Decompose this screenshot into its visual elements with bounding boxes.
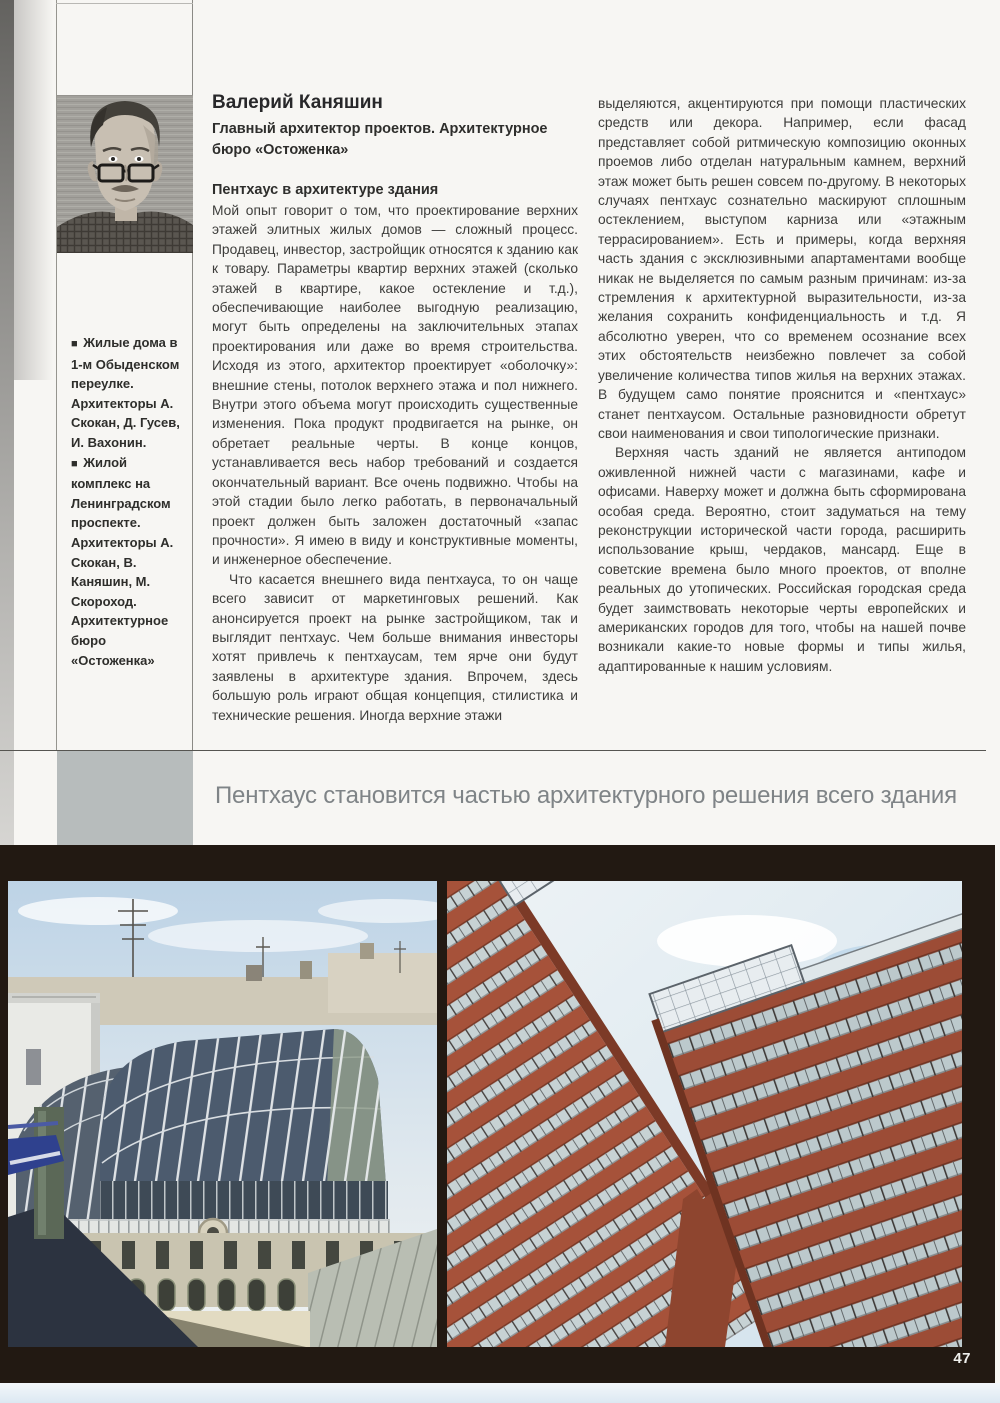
- right-photo-terracotta-towers: [447, 881, 962, 1347]
- square-bullet-icon: ■: [71, 338, 80, 350]
- paragraph: Верхняя часть зданий не является антиподом оживленной нижней части с магазинами, кафе и офисами. Наверху может и должна быть сформирована особая среда. Вероятно, стоит задуматься на тему реконструкции исторической части города, расширить использование крыш, чердаков, мансард. Еще в советские времена было много проектов, от вполне реальных до утопических. Российская городская среда будет заимствовать некоторые черты европейских и американских городов для того, чтобы на нашей почве возникали какие-то новые формы и типы жилья, адаптированные к нашим условиям.: [598, 445, 966, 674]
- scan-edge-shadow: [0, 0, 14, 845]
- page-number: 47: [953, 1350, 971, 1367]
- scan-corner-shadow: [14, 0, 58, 380]
- caption-text: Жилой комплекс на Ленинградском проспекте. Архитекторы А. Скокан, В. Каняшин, М. Скороход. Архитектурное бюро «Остоженка»: [71, 454, 174, 668]
- article-heading: Пентхаус в архитектуре здания: [212, 182, 439, 198]
- left-photo-glass-roof-penthouse: [8, 881, 437, 1347]
- portrait-photo: [57, 95, 193, 253]
- author-title: Главный архитектор проектов. Архитектурное бюро «Остоженка»: [212, 121, 548, 158]
- photo-captions: [71, 333, 189, 670]
- gray-spacer-box: [57, 751, 193, 845]
- page-bottom-edge: [0, 1383, 1000, 1403]
- text-column-1: [212, 92, 578, 725]
- text-column-2: [598, 92, 966, 676]
- paragraph: Мой опыт говорит о том, что проектирование верхних этажей элитных жилых домов — сложный процесс. Продавец, инвестор, застройщик относятся к зданию как к товару. Параметры квартир верхних этажей (сколько этажей в квартире, какое остекление и т.д.), обеспечивающие наиболее выгодную реализацию, могут быть определены на заключительных этапах проектирования или даже во время строительства. Исходя из этого, архитектор проектирует «оболочку»: внешние стены, потолок верхнего этажа и пол нижнего. Внутри этого объема могут происходить существенные изменения. Пока продукт продвигается на рынке, он обретает реальные черты. В конце концов, устанавливается весь набор требований и создается окончательный вариант. Все очень подвижно. Чтобы на этой стадии было легко работать, в первоначальный проект должен быть заложен достаточный «запас прочности». Я имею в виду и конструктивные моменты, и инженерное обеспечение.: [212, 203, 578, 568]
- photo-block: [0, 845, 995, 1383]
- caption-item: [71, 333, 189, 453]
- square-bullet-icon: ■: [71, 457, 80, 470]
- paragraph: выделяются, акцентируются при помощи пластических средств или декора. Например, если фасад представляет собой ритмическую композицию оконных проемов либо отделан натуральным камнем, верхний этаж может быть решен совсем по-другому. В некоторых случаях пентхаус сознательно маскируют сплошным остеклением, выступом карниза или «этажным террасированием». Есть и примеры, когда верхняя часть здания с эксклюзивными апартаментами вообще никак не выделяется по самым разным причинам: из-за стремления к архитектурной выразительности, из-за желания сохранить конфиденциальность и т.д. Я абсолютно уверен, что со временем осознание всех этих обстоятельств неизбежно повлечет за собой увеличение количества типов жилья на верхних этажах. В будущем само понятие прояснится и «пентхаус» станет пентхаусом. Остальные разновидности обретут свои наименования и свои типологические признаки.: [598, 96, 966, 441]
- author-name: Валерий Каняшин: [212, 92, 383, 113]
- caption-item: [71, 453, 189, 671]
- pull-quote: Пентхаус становится частью архитектурного решения всего здания: [215, 782, 957, 809]
- paragraph: Что касается внешнего вида пентхауса, то он чаще всего зависит от маркетинговых решений. Как анонсируется проект на рынке застройщиком, так и выглядит пентхаус. Чем больше внимания инвесторы хотят привлечь к пентхаусам, тем ярче они будут заявлены в архитектуре здания. Впрочем, здесь большую роль играют общая концепция, стилистика и технические решения. Иногда верхние этажи: [212, 571, 578, 723]
- caption-text: Жилые дома в 1-м Обыденском переулке. Архитекторы А. Скокан, Д. Гусев, И. Вахонин.: [71, 335, 180, 450]
- top-empty-box: [56, 3, 193, 94]
